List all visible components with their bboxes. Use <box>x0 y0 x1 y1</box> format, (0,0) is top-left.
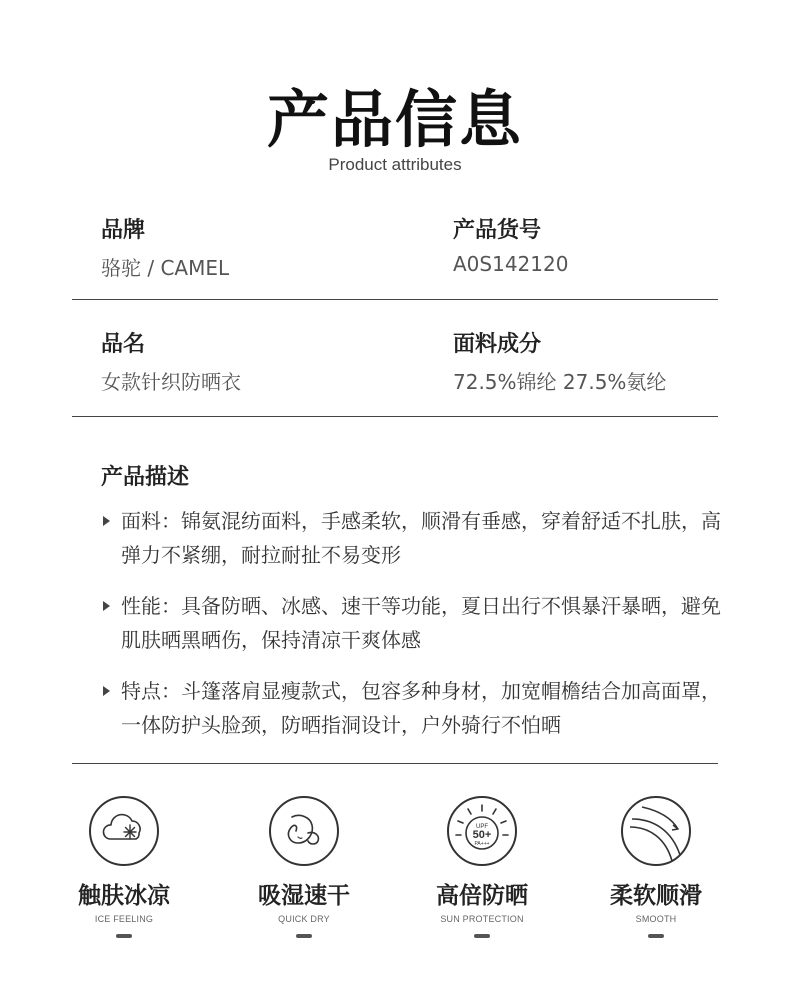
attr-label: 品名 <box>101 332 146 357</box>
feature-subtitle: SMOOTH <box>635 914 677 924</box>
cloud-snowflake-icon <box>88 795 160 867</box>
feature-name: 触肤冰凉 <box>78 883 170 909</box>
attr-product-name <box>101 327 241 395</box>
feature-dash <box>296 934 312 938</box>
attr-sku <box>453 213 568 276</box>
triangle-bullet-icon <box>103 686 110 696</box>
feature-dash <box>648 934 664 938</box>
feature-dash <box>116 934 132 938</box>
pa-label: PA+++ <box>474 841 490 847</box>
attr-brand <box>101 213 229 281</box>
feature-subtitle: ICE FEELING <box>94 914 154 924</box>
water-drop-icon <box>268 795 340 867</box>
divider <box>72 299 718 300</box>
attr-label: 品牌 <box>101 218 146 243</box>
smooth-curve-icon <box>620 795 692 867</box>
description-list <box>101 504 721 759</box>
description-item <box>101 589 721 657</box>
description-text: 性能：具备防晒、冰感、速干等功能，夏日出行不惧暴汗暴晒，避免肌肤晒黑晒伤，保持清凉干爽体感 <box>121 594 721 652</box>
page-title: 产品信息 <box>266 83 523 156</box>
feature-subtitle: QUICK DRY <box>278 914 330 924</box>
attr-value: 72.5%锦纶 27.5%氨纶 <box>453 370 667 394</box>
divider <box>72 416 718 417</box>
feature-name: 高倍防晒 <box>436 883 528 909</box>
feature-name: 柔软顺滑 <box>610 883 702 909</box>
feature-ice-feeling <box>34 795 214 938</box>
page-subtitle: Product attributes <box>328 155 462 174</box>
description-item <box>101 504 721 572</box>
upf-label: UPF <box>476 824 488 830</box>
triangle-bullet-icon <box>103 601 110 611</box>
description-item <box>101 674 721 742</box>
feature-quick-dry <box>214 795 394 938</box>
attr-fabric <box>453 327 666 395</box>
feature-dash <box>474 934 490 938</box>
attr-value: A0S142120 <box>453 252 569 276</box>
description-text: 特点：斗篷落肩显瘦款式，包容多种身材，加宽帽檐结合加高面罩，一体防护头脸颈，防晒指洞设计，户外骑行不怕晒 <box>121 679 721 737</box>
divider <box>72 763 718 764</box>
triangle-bullet-icon <box>103 516 110 526</box>
attr-label: 面料成分 <box>453 332 542 357</box>
feature-sun-protection <box>392 795 572 938</box>
feature-name: 吸湿速干 <box>258 883 350 909</box>
attr-value: 女款针织防晒衣 <box>101 370 241 394</box>
attr-value: 骆驼 / CAMEL <box>101 256 230 280</box>
feature-subtitle: SUN PROTECTION <box>440 914 524 924</box>
attr-label: 产品货号 <box>453 218 542 243</box>
upf-value: 50+ <box>472 829 492 841</box>
feature-smooth <box>566 795 746 938</box>
sun-upf-icon <box>446 795 518 867</box>
description-title: 产品描述 <box>101 465 190 490</box>
description-text: 面料：锦氨混纺面料，手感柔软，顺滑有垂感，穿着舒适不扎肤，高弹力不紧绷，耐拉耐扯不易变形 <box>121 509 721 567</box>
